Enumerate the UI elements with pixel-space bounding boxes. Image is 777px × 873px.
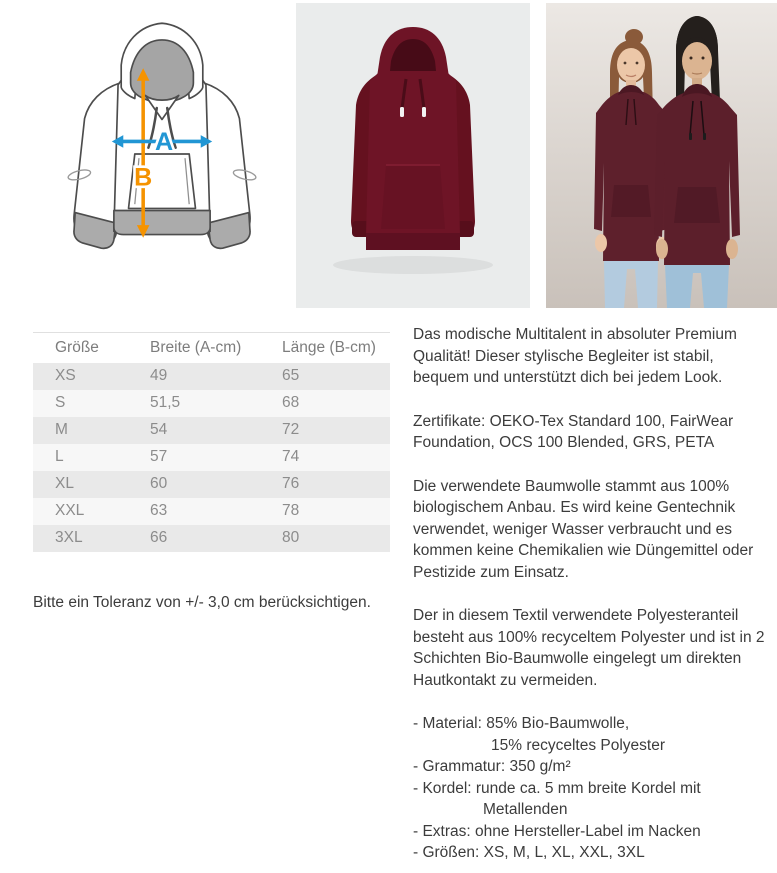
- description-paragraph-polyester: Der in diesem Textil verwendete Polyesteranteil besteht aus 100% recyceltem Polyester und ist in 2 Schichten Bio-Baumwolle eingelegt um direkten Hautkontakt zu vermeiden.: [413, 607, 765, 689]
- table-row: [33, 417, 390, 444]
- size-cell: M: [55, 421, 68, 438]
- description-paragraph-cotton: Die verwendete Baumwolle stammt aus 100% biologischem Anbau. Es wird keine Gentechnik verwendet, weniger Wasser verbraucht und es kommen keine Chemikalien wie Düngemittel oder Pestizide zum Einsatz.: [413, 477, 754, 581]
- length-cell: 76: [282, 475, 300, 492]
- width-cell: 66: [150, 529, 168, 546]
- size-table-header-row: [33, 333, 390, 363]
- width-cell: 63: [150, 502, 168, 519]
- table-row: [33, 390, 390, 417]
- size-table: [33, 332, 390, 552]
- length-cell: 78: [282, 502, 300, 519]
- size-cell: XL: [55, 475, 74, 492]
- size-cell: XXL: [55, 502, 85, 519]
- length-cell: 72: [282, 421, 300, 438]
- width-cell: 57: [150, 448, 168, 465]
- hoodie-sketch-drawing: [42, 18, 282, 290]
- label-a: A: [155, 127, 174, 156]
- size-cell: S: [55, 394, 66, 411]
- table-row: [33, 471, 390, 498]
- hoodie-photo-illustration: [296, 3, 530, 308]
- width-cell: 60: [150, 475, 168, 492]
- width-cell: 51,5: [150, 394, 181, 411]
- description-paragraph-intro: Das modische Multitalent in absoluter Premium Qualität! Dieser stylische Begleiter ist stabil, bequem und unterstützt dich bei jedem Look.: [413, 326, 737, 386]
- spec-item-extras: - Extras: ohne Hersteller-Label im Nacken: [413, 822, 701, 840]
- label-b: B: [134, 163, 153, 192]
- models-photo[interactable]: [546, 3, 777, 308]
- length-cell: 80: [282, 529, 300, 546]
- size-cell: L: [55, 448, 64, 465]
- header-laenge: Länge (B-cm): [282, 333, 390, 363]
- models-photo-illustration: [546, 3, 777, 308]
- table-row: [33, 444, 390, 471]
- width-cell: 54: [150, 421, 168, 438]
- size-cell: XS: [55, 367, 76, 384]
- spec-item-groessen: - Größen: XS, M, L, XL, XXL, 3XL: [413, 844, 645, 861]
- product-description: [413, 324, 765, 864]
- header-groesse: Größe: [33, 333, 150, 363]
- spec-item-material: - Material: 85% Bio-Baumwolle,: [413, 715, 630, 732]
- spec-item-grammatur: - Grammatur: 350 g/m²: [413, 758, 571, 775]
- spec-item-material-cont: 15% recyceltes Polyester: [491, 736, 666, 754]
- tolerance-note: Bitte ein Toleranz von +/- 3,0 cm berücksichtigen.: [33, 593, 371, 611]
- length-cell: 68: [282, 394, 300, 411]
- table-row: [33, 525, 390, 552]
- width-cell: 49: [150, 367, 168, 384]
- table-row: [33, 498, 390, 525]
- table-row: [33, 363, 390, 390]
- size-chart-sketch[interactable]: [42, 18, 282, 290]
- product-photo-hoodie[interactable]: [296, 3, 530, 308]
- header-breite: Breite (A-cm): [150, 333, 282, 363]
- size-cell: 3XL: [55, 529, 83, 546]
- description-paragraph-certificates: Zertifikate: OEKO-Tex Standard 100, FairWear Foundation, OCS 100 Blended, GRS, PETA: [413, 412, 734, 451]
- length-cell: 65: [282, 367, 300, 384]
- length-cell: 74: [282, 448, 300, 465]
- spec-item-kordel: - Kordel: runde ca. 5 mm breite Kordel mit: [413, 779, 701, 797]
- spec-item-kordel-cont: Metallenden: [483, 801, 568, 818]
- spec-list: [413, 713, 765, 864]
